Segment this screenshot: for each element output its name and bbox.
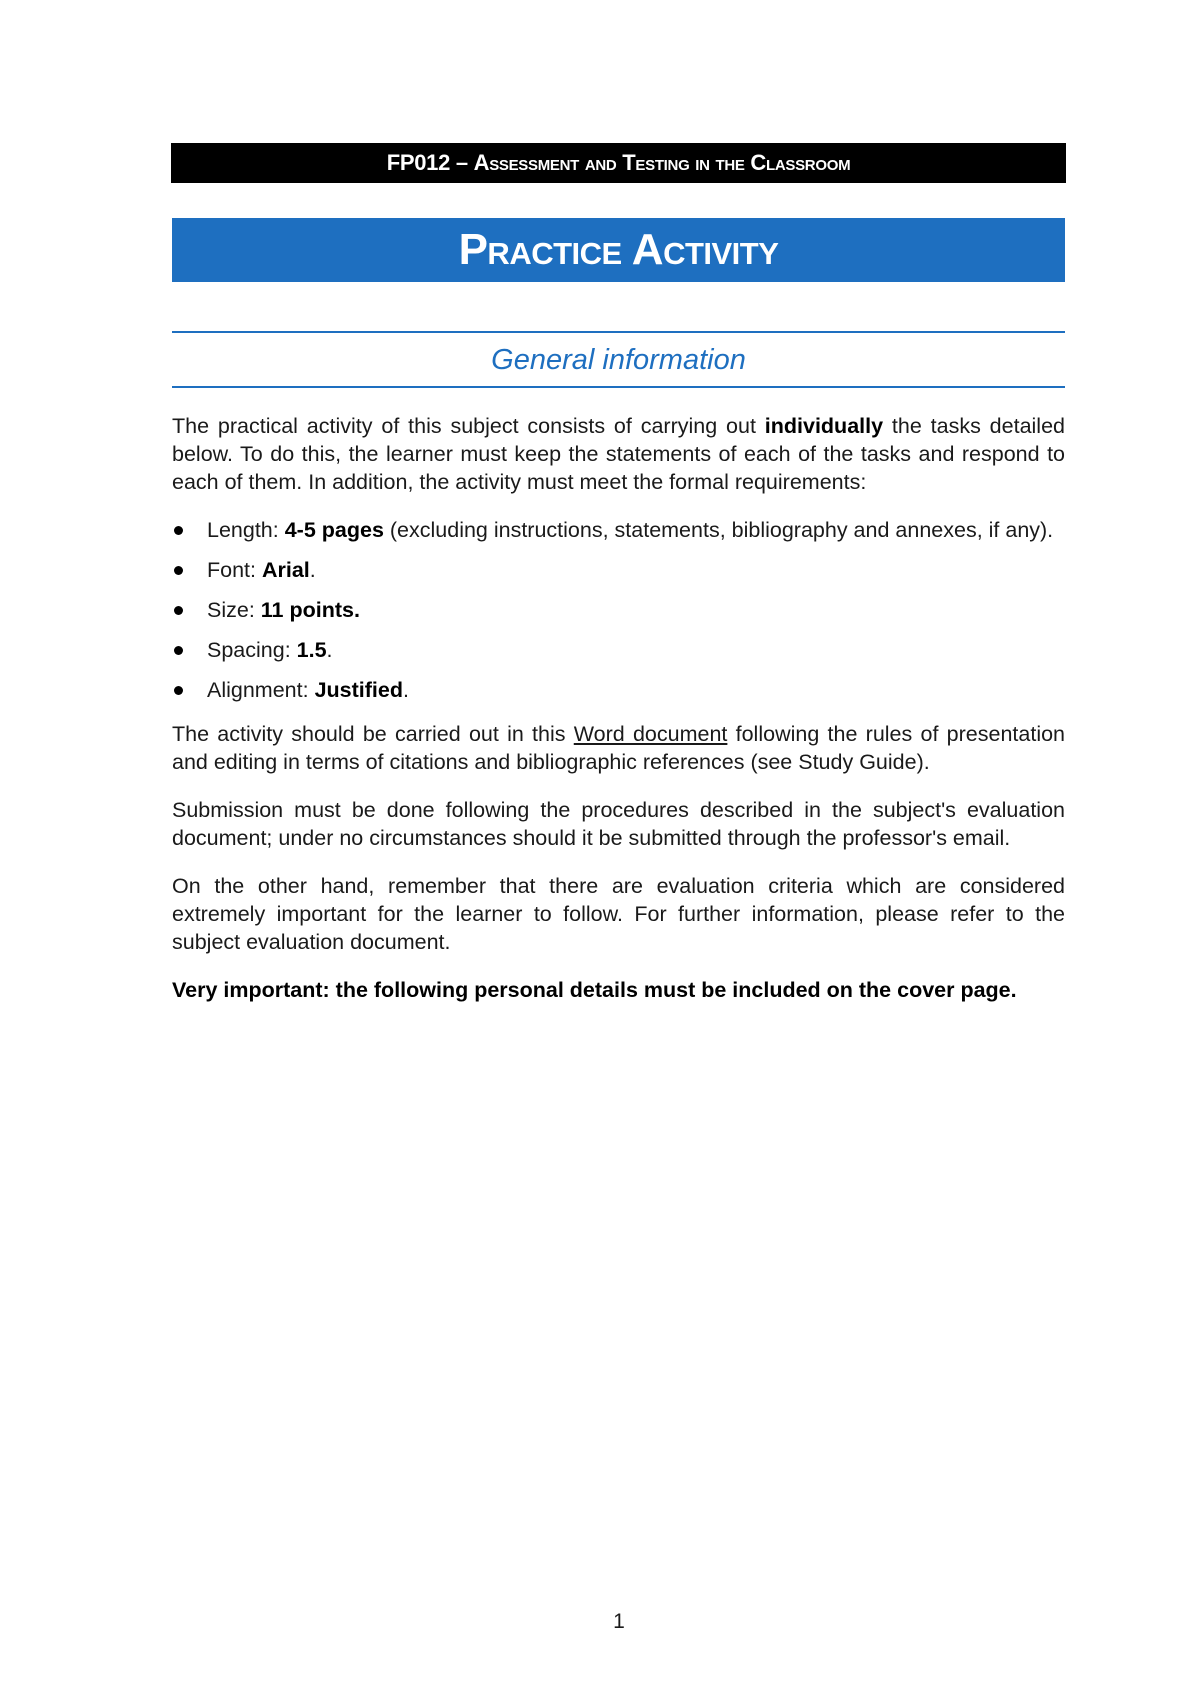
requirement-note: .: [402, 678, 409, 702]
section-divider-bottom: [172, 386, 1065, 388]
course-title-word: Assessment: [473, 150, 580, 175]
requirement-value: Justified: [314, 678, 403, 702]
activity-title-banner: [172, 218, 1065, 282]
section-divider-top: [172, 331, 1065, 333]
word-document-reference: Word document: [573, 722, 728, 746]
list-item: [172, 676, 1065, 704]
criteria-paragraph: On the other hand, remember that there are evaluation criteria which are considered extremely important for the learner to follow. For further information, please refer to the subject evaluation document.: [172, 874, 1065, 954]
requirement-label: Alignment:: [207, 678, 315, 702]
course-code: FP012 –: [386, 150, 468, 175]
intro-text: The practical activity of this subject consists of carrying out: [172, 414, 765, 438]
course-title-word: the: [715, 150, 745, 175]
intro-paragraph: [172, 412, 1065, 496]
requirement-label: Font:: [207, 558, 262, 582]
course-header-bar: [171, 143, 1066, 183]
intro-text: the tasks detailed below. To do this, the learner must keep the statements of each of the tasks and respond to each of them. In addition, the activity must meet the formal requirements:: [172, 414, 1065, 494]
list-item: [172, 556, 1065, 584]
paragraph-text: The activity should be carried out in this: [172, 722, 574, 746]
requirement-label: Length:: [207, 518, 285, 542]
bullet-icon: [174, 686, 183, 695]
requirement-value: Arial: [261, 558, 310, 582]
document-body: [172, 412, 1065, 1024]
requirement-value: 1.5: [296, 638, 327, 662]
word-document-paragraph: [172, 720, 1065, 776]
course-title-word: Classroom: [750, 150, 851, 175]
requirement-value: 11 points.: [260, 598, 360, 622]
list-item: [172, 596, 1065, 624]
submission-paragraph: Submission must be done following the procedures described in the subject's evaluation document; under no circumstances should it be submitted through the professor's email.: [172, 798, 1065, 850]
important-note: Very important: the following personal details must be included on the cover page.: [172, 978, 1017, 1002]
bullet-icon: [174, 606, 183, 615]
bullet-icon: [174, 526, 183, 535]
course-title-word: Testing: [622, 150, 690, 175]
requirements-list: [172, 516, 1065, 704]
bullet-icon: [174, 646, 183, 655]
intro-emphasis: individually: [764, 414, 884, 438]
course-title-word: in: [695, 150, 710, 175]
section-heading: General information: [491, 344, 746, 376]
activity-title: Practice Activity: [458, 225, 779, 274]
requirement-note: .: [326, 638, 333, 662]
requirement-label: Spacing:: [207, 638, 297, 662]
requirement-value: 4-5 pages: [284, 518, 384, 542]
requirement-note: (excluding instructions, statements, bibliography and annexes, if any).: [383, 518, 1054, 542]
course-title-word: and: [584, 150, 617, 175]
requirement-label: Size:: [207, 598, 261, 622]
list-item: [172, 636, 1065, 664]
bullet-icon: [174, 566, 183, 575]
paragraph-text: following the rules of presentation and editing in terms of citations and bibliographic references (see Study Guide).: [172, 722, 1066, 774]
list-item: [172, 516, 1065, 544]
requirement-note: .: [309, 558, 316, 582]
page-number: 1: [613, 1610, 625, 1633]
